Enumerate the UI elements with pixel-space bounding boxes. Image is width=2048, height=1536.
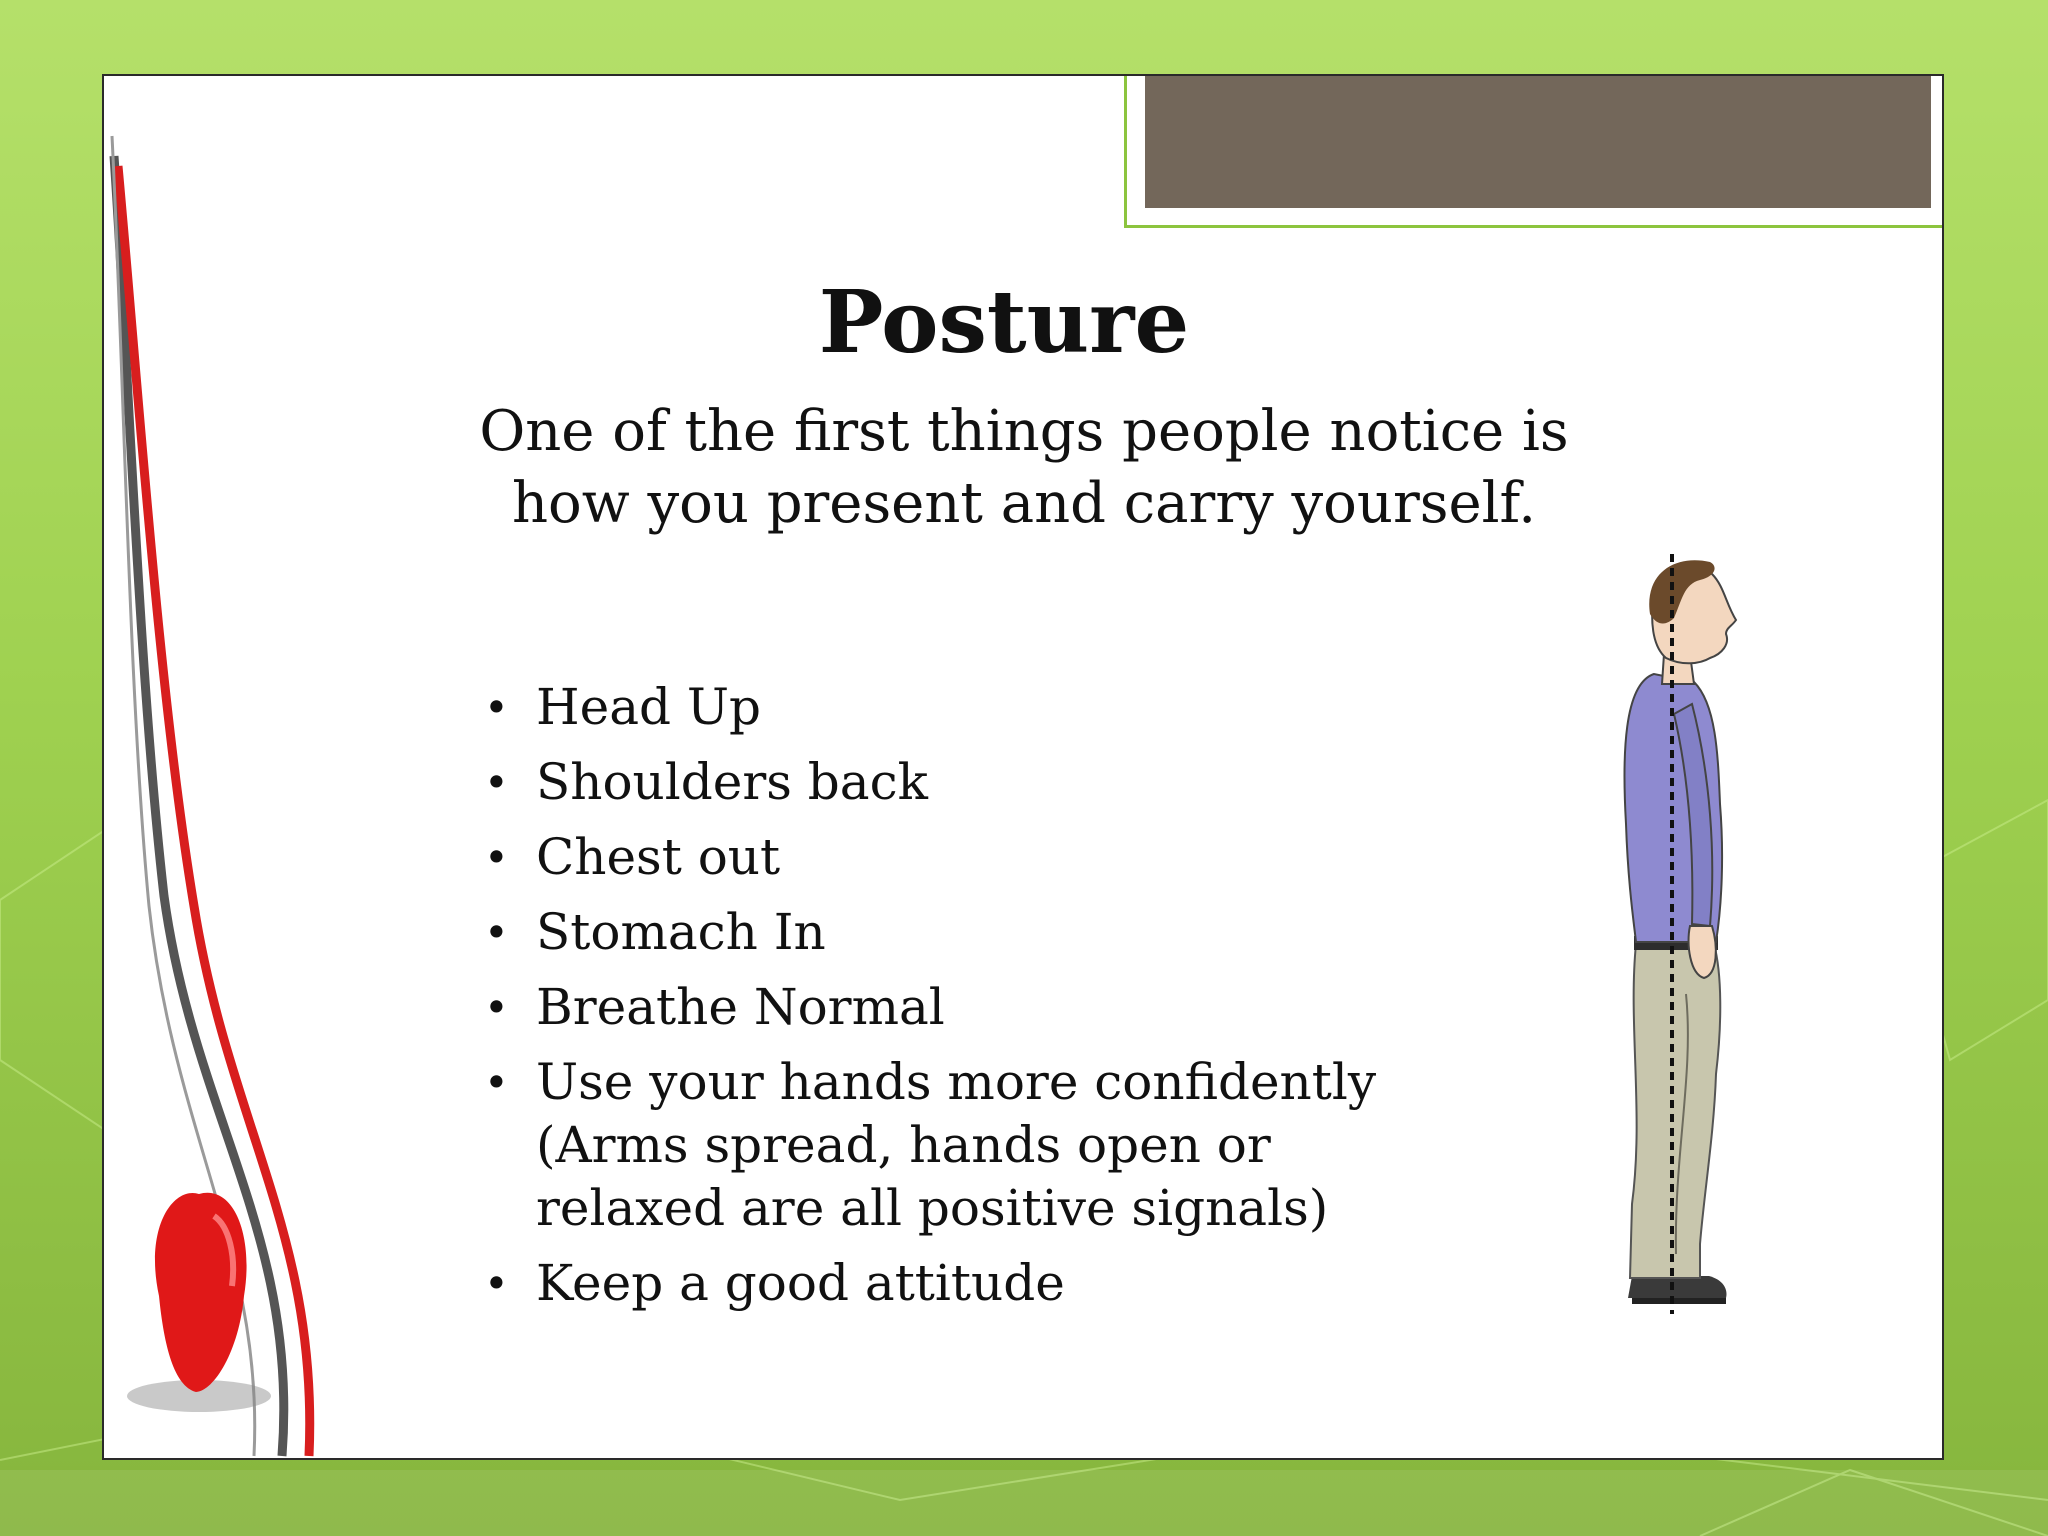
decorative-swoosh	[104, 76, 364, 1460]
bullet-text: Stomach In	[536, 903, 826, 961]
swoosh-bottom-line	[104, 1458, 304, 1460]
bullet-icon: •	[484, 833, 509, 882]
list-item	[484, 1252, 1464, 1315]
bullet-icon: •	[484, 1058, 509, 1107]
bullet-icon: •	[484, 908, 509, 957]
subtitle-line-1: One of the first things people notice is	[479, 399, 1569, 464]
bullet-text: Chest out	[536, 828, 781, 886]
list-item	[484, 1051, 1464, 1240]
bullet-icon: •	[484, 683, 509, 732]
list-item	[484, 676, 1464, 739]
bullet-text: Use your hands more confidently (Arms spread, hands open or relaxed are all positive signals)	[536, 1053, 1377, 1237]
list-item	[484, 976, 1464, 1039]
title-plaque-fill	[1145, 76, 1931, 208]
bullet-text: Breathe Normal	[536, 978, 945, 1036]
bullet-list	[484, 676, 1464, 1327]
slide-title: Posture	[818, 272, 1190, 373]
shoe	[1628, 1276, 1726, 1298]
slide-subtitle	[404, 396, 1644, 540]
red-sphere	[155, 1193, 247, 1392]
bullet-text: Keep a good attitude	[536, 1254, 1065, 1312]
bullet-icon: •	[484, 983, 509, 1032]
list-item	[484, 826, 1464, 889]
bullet-icon: •	[484, 758, 509, 807]
subtitle-line-2: how you present and carry yourself.	[511, 471, 1537, 536]
bullet-icon: •	[484, 1259, 509, 1308]
posture-figure-illustration	[1504, 554, 1764, 1354]
slide	[102, 74, 1944, 1460]
list-item	[484, 901, 1464, 964]
bullet-text: Shoulders back	[536, 753, 928, 811]
shoe	[1632, 1298, 1726, 1304]
title-plaque	[1124, 76, 1944, 228]
list-item	[484, 751, 1464, 814]
bullet-text: Head Up	[536, 678, 762, 736]
